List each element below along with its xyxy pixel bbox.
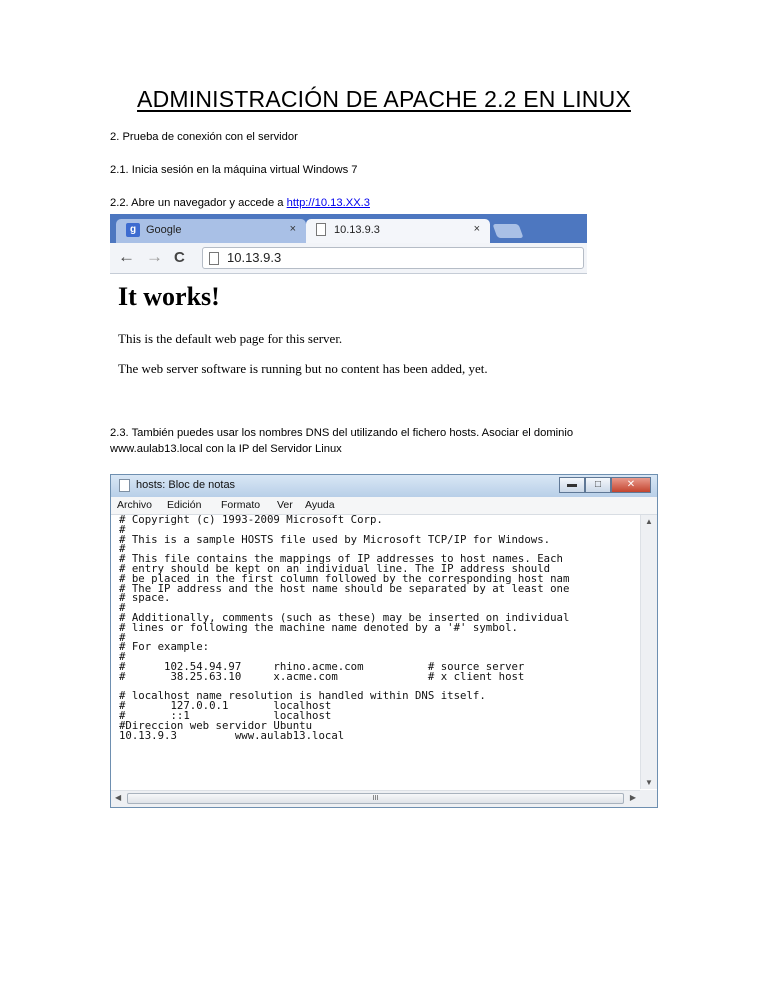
google-icon: g — [126, 223, 140, 237]
tab-label: Google — [146, 224, 182, 236]
horizontal-scrollbar[interactable] — [111, 790, 640, 807]
scroll-down-arrow-icon[interactable]: ▼ — [645, 778, 653, 787]
page-text-line: The web server software is running but no content has been added, yet. — [118, 361, 488, 376]
resize-grip[interactable] — [640, 790, 657, 807]
address-bar[interactable] — [202, 247, 584, 269]
address-url: 10.13.9.3 — [227, 250, 282, 265]
menu-ayuda[interactable]: Ayuda — [305, 499, 335, 511]
minimize-button[interactable]: ▬ — [559, 477, 585, 493]
browser-screenshot — [110, 214, 587, 394]
close-icon[interactable]: × — [289, 223, 296, 235]
reload-icon[interactable]: C — [174, 249, 185, 266]
window-controls — [559, 477, 651, 493]
paragraph-section-2-2 — [110, 195, 370, 211]
paragraph-text: 2.2. Abre un navegador y accede a — [110, 197, 287, 209]
paragraph-section-2-1: 2.1. Inicia sesión en la máquina virtual Windows 7 — [110, 164, 358, 176]
tab-strip — [110, 214, 587, 243]
scroll-up-arrow-icon[interactable]: ▲ — [645, 517, 653, 526]
back-arrow-icon[interactable]: ← — [118, 247, 135, 266]
close-icon[interactable]: × — [473, 223, 480, 235]
server-link[interactable]: http://10.13.XX.3 — [286, 197, 370, 209]
horizontal-scroll-thumb[interactable]: III — [127, 793, 624, 804]
notepad-icon — [119, 479, 130, 492]
paragraph-section-2-3 — [110, 425, 573, 457]
browser-toolbar — [110, 243, 587, 274]
new-tab-button[interactable] — [492, 224, 523, 238]
maximize-button[interactable]: □ — [585, 477, 611, 493]
page-text-line: This is the default web page for this server. — [118, 331, 343, 346]
tab-active[interactable] — [306, 219, 490, 243]
window-title: hosts: Bloc de notas — [136, 479, 236, 491]
forward-arrow-icon[interactable]: → — [146, 247, 163, 266]
tab-google[interactable] — [116, 219, 306, 243]
notepad-window — [110, 474, 658, 808]
paragraph-line: www.aulab13.local con la IP del Servidor Linux — [110, 443, 342, 455]
menu-formato[interactable]: Formato — [221, 499, 261, 511]
menu-bar — [111, 497, 657, 515]
menu-ver[interactable]: Ver — [277, 499, 293, 511]
window-titlebar — [111, 475, 657, 497]
text-editor-area[interactable]: # Copyright (c) 1993-2009 Microsoft Corp. # # This is a sample HOSTS file used by Microsoft TCP/IP for Windows. # # This file contains the mappings of IP addresses to host names. Each # entry should be kept on an individual line. The IP address should # be placed in the first column followed by the corresponding host nam # The IP address and the host name should be separated by at least one # space. # # Additionally, comments (such as these) may be inserted on individual # lines or following the machine name denoted by a '#' symbol. # # For example: # # 102.54.94.97 rhino.acme.com # source server # 38.25.63.10 x.acme.com # x client host # localhost name resolution is handled within DNS itself. # 127.0.0.1 localhost # ::1 localhost #Direccion web servidor Ubuntu 10.13.9.3 www.aulab13.local — [119, 515, 570, 742]
scroll-right-arrow-icon[interactable]: ▶ — [629, 793, 636, 802]
scroll-left-arrow-icon[interactable]: ◀ — [115, 793, 122, 802]
menu-archivo[interactable]: Archivo — [117, 499, 153, 511]
menu-edicion[interactable]: Edición — [167, 499, 202, 511]
vertical-scrollbar[interactable] — [640, 515, 657, 789]
paragraph-line: 2.3. También puedes usar los nombres DNS del utilizando el fichero hosts. Asociar el dominio — [110, 427, 574, 439]
page-icon — [209, 252, 219, 265]
paragraph-section-2: 2. Prueba de conexión con el servidor — [110, 131, 298, 143]
close-button[interactable]: ✕ — [611, 477, 651, 493]
page-icon — [316, 223, 326, 236]
page-heading: It works! — [118, 282, 220, 311]
tab-label: 10.13.9.3 — [334, 224, 380, 236]
document-title: ADMINISTRACIÓN DE APACHE 2.2 EN LINUX — [137, 86, 631, 112]
